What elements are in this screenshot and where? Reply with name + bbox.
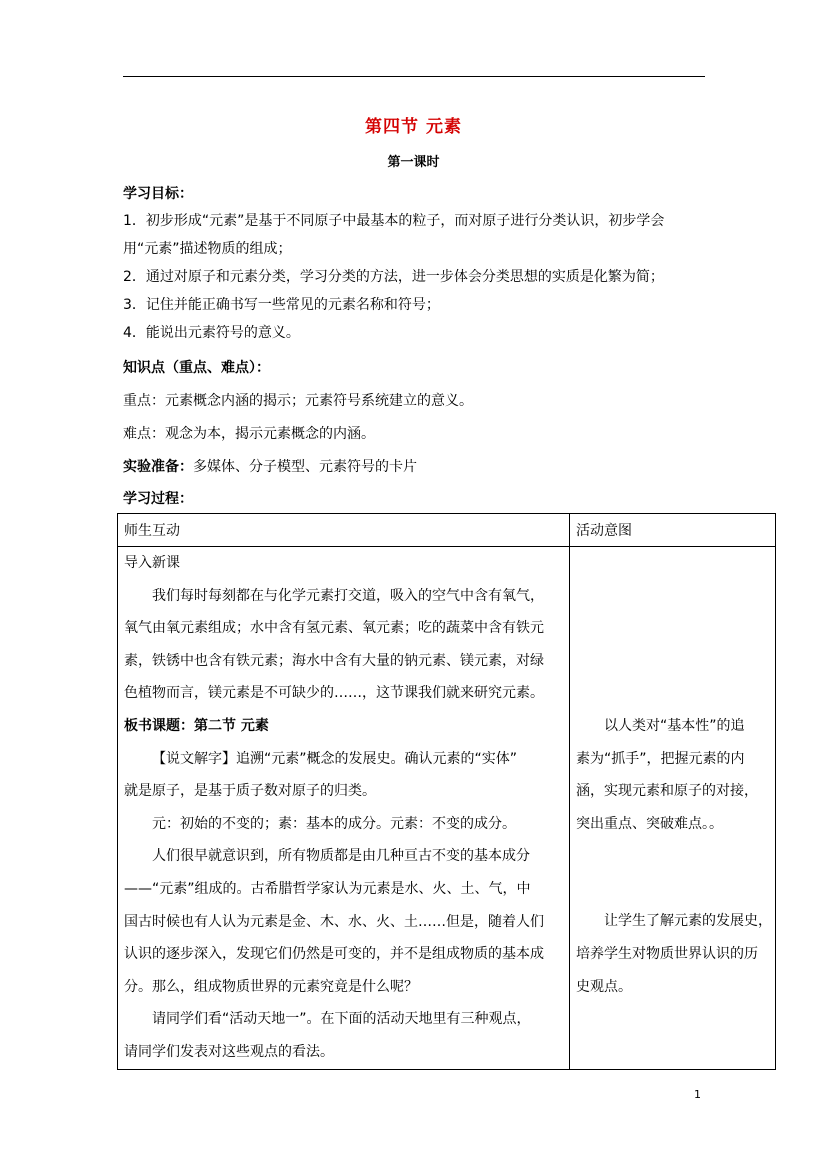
main-cell [118, 547, 570, 1070]
knowledge-heading: 知识点（重点、难点）： [123, 360, 270, 376]
difficulty-point: 难点：观念为本，揭示元素概念的内涵。 [123, 426, 375, 442]
objectives-heading: 学习目标： [123, 186, 193, 202]
side-line: 素为“抓手”，把握元素的内 [576, 750, 745, 767]
side-line: 突出重点、突破难点。。 [576, 815, 723, 832]
side-cell [570, 547, 776, 1070]
side-line: 培养学生对物质世界认识的历 [576, 945, 758, 962]
main-line: 分。那么，组成物质世界的元素究竟是什么呢？ [124, 978, 418, 995]
preparation [123, 456, 417, 476]
main-line: 【说文解字】追溯“元素”概念的发展史。确认元素的“实体” [152, 750, 518, 767]
side-line: 让学生了解元素的发展史， [604, 913, 772, 930]
side-line: 涵，实现元素和原子的对接， [576, 783, 758, 800]
preparation-label: 实验准备： [123, 459, 193, 475]
process-table [117, 513, 776, 1070]
preparation-text: 多媒体、分子模型、元素符号的卡片 [193, 459, 417, 475]
main-line: 色植物而言，镁元素是不可缺少的……，这节课我们就来研究元素。 [124, 685, 544, 702]
main-line: 人们很早就意识到，所有物质都是由几种亘古不变的基本成分 [152, 848, 530, 865]
main-line: 认识的逐步深入，发现它们仍然是可变的，并不是组成物质的基本成 [124, 946, 544, 963]
table-row [118, 547, 776, 1070]
objective-line: 2．通过对原子和元素分类，学习分类的方法，进一步体会分类思想的实质是化繁为简； [123, 269, 664, 285]
column-header-side: 活动意图 [570, 514, 776, 547]
column-header-main: 师生互动 [118, 514, 570, 547]
process-heading: 学习过程： [123, 491, 193, 507]
main-line: 请同学们看“活动天地一”。在下面的活动天地里有三种观点， [152, 1011, 531, 1028]
objective-line: 1．初步形成“元素”是基于不同原子中最基本的粒子，而对原子进行分类认识，初步学会 [123, 213, 665, 229]
side-spacer [570, 547, 775, 710]
main-line: 导入新课 [124, 555, 180, 571]
main-line: 素，铁锈中也含有铁元素；海水中含有大量的钠元素、镁元素，对绿 [124, 652, 544, 669]
page-number: 1 [694, 1088, 701, 1101]
table-header-row [118, 514, 776, 547]
page-title: 第四节 元素 [365, 117, 462, 137]
main-line: 我们每时每刻都在与化学元素打交道，吸入的空气中含有氧气， [152, 587, 544, 604]
side-spacer [570, 840, 775, 905]
objective-line: 4．能说出元素符号的意义。 [123, 325, 300, 341]
header-rule [123, 76, 705, 77]
page-subtitle: 第一课时 [387, 155, 440, 170]
objective-line: 用“元素”描述物质的组成； [123, 241, 292, 257]
side-line: 史观点。 [576, 978, 632, 995]
main-line: 国古时候也有人认为元素是金、木、水、火、土……但是，随着人们 [124, 913, 544, 930]
main-line: 氧气由氧元素组成；水中含有氢元素、氧元素；吃的蔬菜中含有铁元 [124, 620, 544, 637]
main-line: ——“元素”组成的。古希腊哲学家认为元素是水、火、土、气，中 [124, 880, 531, 897]
main-line: 就是原子，是基于质子数对原子的归类。 [124, 783, 376, 800]
key-point: 重点：元素概念内涵的揭示；元素符号系统建立的意义。 [123, 393, 473, 409]
main-line: 请同学们发表对这些观点的看法。 [124, 1043, 334, 1060]
board-title-line: 板书课题：第二节 元素 [124, 717, 269, 734]
objective-line: 3．记住并能正确书写一些常见的元素名称和符号； [123, 297, 440, 313]
main-line: 元：初始的不变的；素：基本的成分。元素：不变的成分。 [152, 815, 516, 832]
side-line: 以人类对“基本性”的追 [604, 718, 745, 734]
